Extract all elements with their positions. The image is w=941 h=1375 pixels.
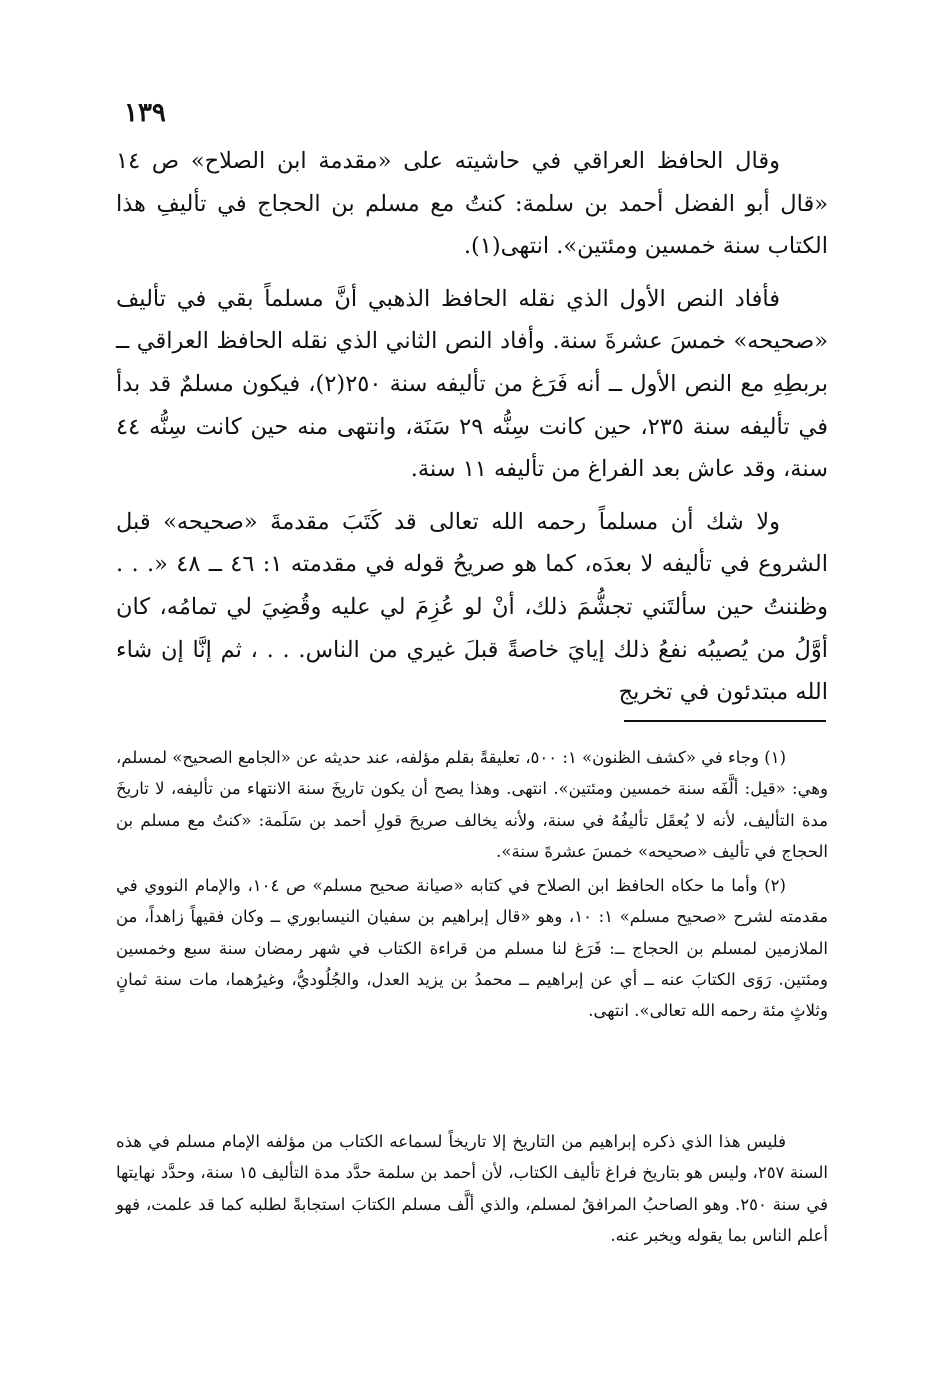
footnote-1: (١) وجاء في «كشف الظنون» ١: ٥٠٠، تعليقةً بقلم مؤلفه، عند حديثه عن «الجامع الصحيح» لمسلم، وهي: «قيل: ألَّفَه سنة خمسين ومئتين». انتهى. وهذا يصح أن يكون تاريخَ سنة الانتهاء من تأليفه، لا تاريخَ مدة التأليف، لأنه لا يُعقَل تأليفُهُ في سنة، ولأنه يخالف صريحَ قولِ أحمد بن سَلَمة: «كنتُ مع مسلم بن الحجاج في تأليف «صحيحه» خمسَ عشرةَ سنة». [116, 748, 828, 861]
main-paragraph-2: فأفاد النص الأول الذي نقله الحافظ الذهبي أنَّ مسلماً بقي في تأليف «صحيحه» خمسَ عشرةَ سنة. وأفاد النص الثاني الذي نقله الحافظ العراقي ــ بربطِهِ مع النص الأول ــ أنه فَرَغ من تأليفه سنة ٢٥٠(٢)، فيكون مسلمٌ قد بدأ في تأليفه سنة ٢٣٥، حين كانت سِنُّه ٢٩ سَنَة، وانتهى منه حين كانت سِنُّه ٤٤ سنة، وقد عاش بعد الفراغ من تأليفه ١١ سنة. [116, 285, 828, 483]
main-paragraph-3: ولا شك أن مسلماً رحمه الله تعالى قد كَتَبَ مقدمةَ «صحيحه» قبل الشروع في تأليفه لا بعدَه، كما هو صريحُ قوله في مقدمته ١: ٤٦ ــ ٤٨ «. . . وظننتُ حين سألتَني تجشُّمَ ذلك، أنْ لو عُزِمَ لي عليه وقُضِيَ لي تمامُه، كان أوَّلُ من يُصيبُه نفعُ ذلك إيايَ خاصةً قبلَ غيري من الناس. . . ، ثم إنَّا إن شاء الله مبتدئون في تخريج [116, 508, 828, 706]
footnote-2: (٢) وأما ما حكاه الحافظ ابن الصلاح في كتابه «صيانة صحيح مسلم» ص ١٠٤، والإمام النووي في مقدمته لشرح «صحيح مسلم» ١: ١٠، وهو «قال إبراهيم بن سفيان النيسابوري ــ وكان فقيهاً زاهداً، من الملازمين لمسلم بن الحجاج ــ: فَرَغ لنا مسلم من قراءة الكتاب في شهر رمضان سنة سبع وخمسين ومئتين. رَوَى الكتابَ عنه ــ أي عن إبراهيم ــ محمدُ بن يزيد العدل، والجُلُوديُّ، وغيرُهما، مات سنة ثمانٍ وثلاثٍ مئة رحمه الله تعالى». انتهى. [116, 876, 828, 1021]
main-paragraph-1: وقال الحافظ العراقي في حاشيته على «مقدمة ابن الصلاح» ص ١٤ «قال أبو الفضل أحمد بن سلمة: كنتُ مع مسلم بن الحجاج في تأليفِ هذا الكتاب سنة خمسين ومئتين». انتهى(١). [116, 148, 828, 260]
footnotes [116, 742, 828, 1030]
closing-paragraph: فليس هذا الذي ذكره إبراهيم من التاريخ إلا تاريخاً لسماعه الكتاب من مؤلفه الإمام مسلم في هذه السنة ٢٥٧، وليس هو بتاريخ فراغ تأليف الكتاب، لأن أحمد بن سلمة حدَّد مدة التأليف ١٥ سنة، وحدَّد نهايتها في سنة ٢٥٠. وهو الصاحبُ المرافقُ لمسلم، والذي ألَّف مسلم الكتابَ استجابةً لطلبه كما قد علمت، فهو أعلم الناس بما يقوله ويخبر عنه. [116, 1132, 829, 1245]
main-text [116, 140, 828, 724]
closing-paragraph-block [116, 1126, 828, 1251]
page-number: ١٣٩ [124, 98, 166, 128]
footnote-separator [624, 720, 826, 722]
